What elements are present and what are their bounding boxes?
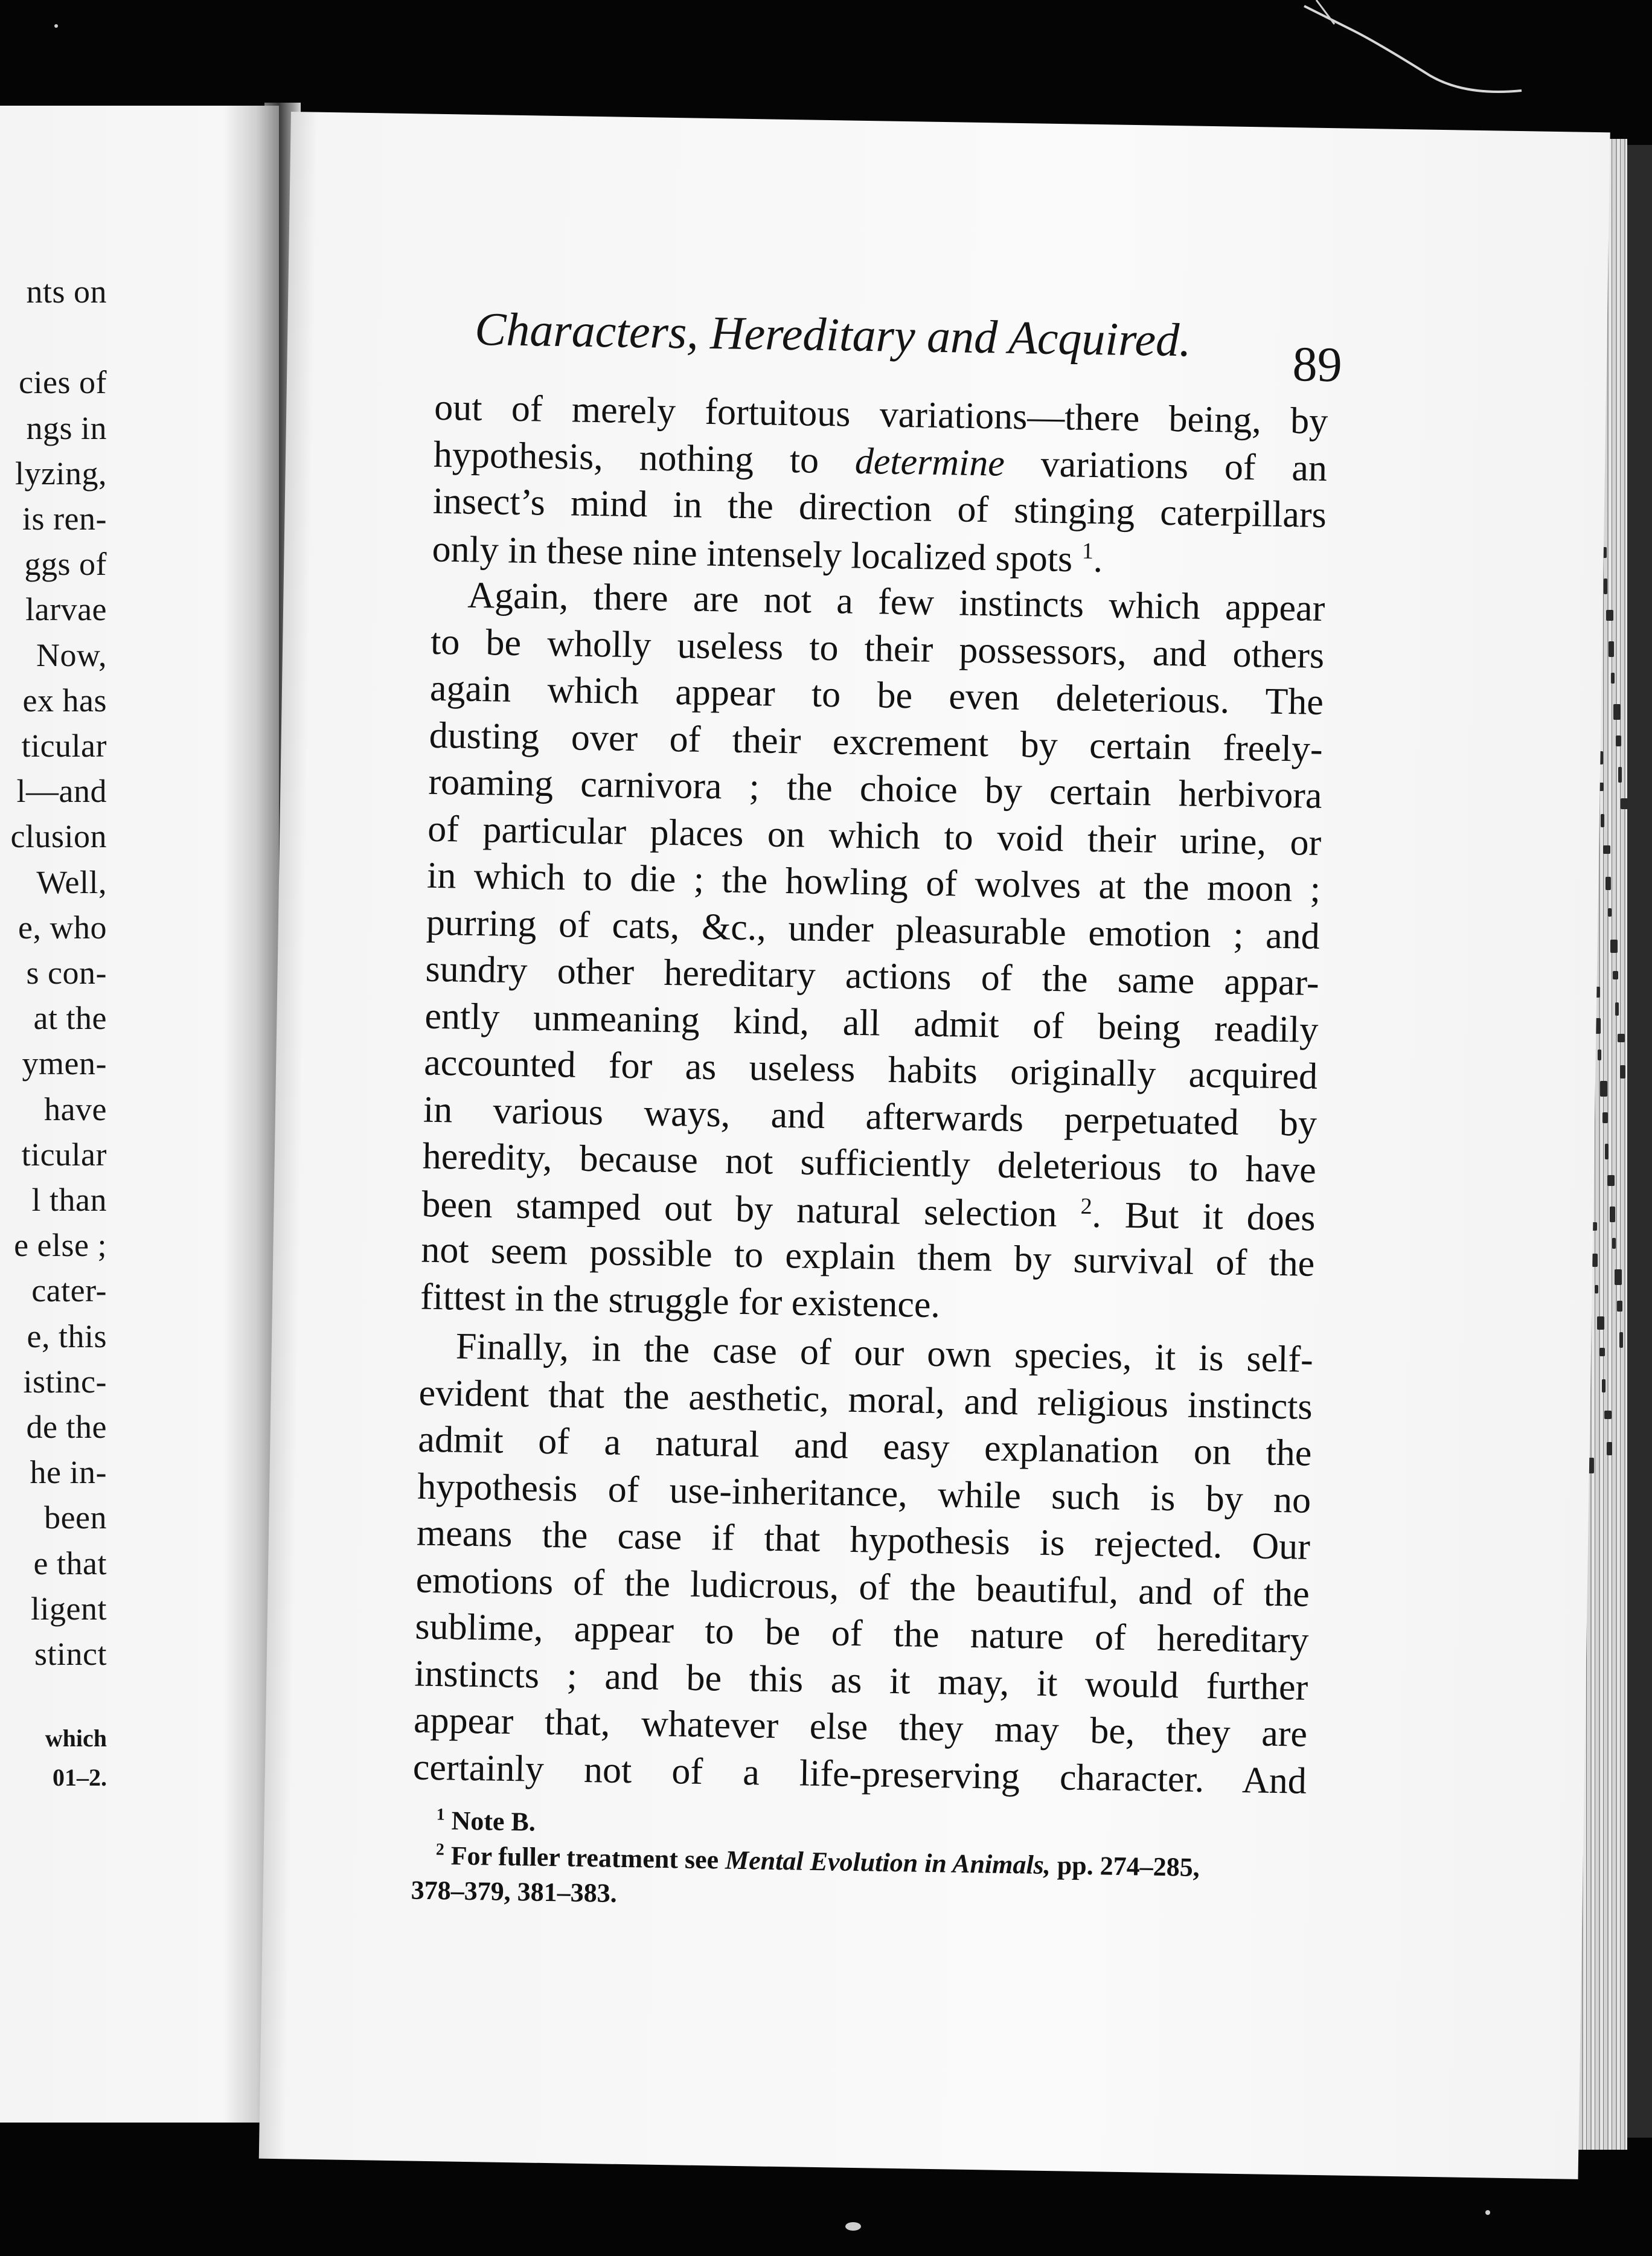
left-page-line: e that bbox=[33, 1545, 107, 1581]
left-page-line: he in- bbox=[30, 1454, 107, 1491]
left-page-line: is ren- bbox=[22, 501, 107, 537]
body-line: out of merely fortuitous variations—there being, by bbox=[434, 386, 1328, 443]
left-page-line: e else ; bbox=[14, 1227, 107, 1264]
page-edge-mark bbox=[1605, 1144, 1609, 1159]
page-edge-mark bbox=[1606, 610, 1613, 621]
body-line: sundry other hereditary actions of the same appar- bbox=[425, 948, 1320, 1004]
left-page-line: istinc- bbox=[23, 1363, 107, 1400]
body-line: only in these nine intensely localized spots $^1$. bbox=[432, 528, 1103, 580]
left-page-footnote-line: 01–2. bbox=[53, 1764, 107, 1791]
dust-speck bbox=[54, 24, 58, 28]
left-page-line: l than bbox=[31, 1182, 107, 1218]
footnote-mark: 2 bbox=[435, 1840, 445, 1859]
body-line: fittest in the struggle for existence. bbox=[420, 1276, 941, 1325]
left-page-line: ligent bbox=[31, 1590, 107, 1627]
footnote-mark: 1 bbox=[436, 1805, 445, 1824]
page-edge-mark bbox=[1604, 578, 1607, 594]
page-edge-mark bbox=[1615, 1002, 1619, 1016]
page-edge-mark bbox=[1600, 1081, 1607, 1097]
page-number: 89 bbox=[1292, 336, 1343, 393]
body-line: hypothesis of use-inheritance, while such is by no bbox=[417, 1466, 1311, 1521]
left-page-line: ticular bbox=[21, 728, 107, 764]
right-page-content bbox=[259, 112, 1610, 2179]
footnote-2-continued: 378–379, 381–383. bbox=[411, 1875, 618, 1908]
left-page-line: de the bbox=[26, 1409, 107, 1445]
page-edge-mark bbox=[1613, 704, 1621, 720]
body-line: roaming carnivora ; the choice by certain herbivora bbox=[428, 761, 1322, 816]
body-line: to be wholly useless to their possessors, and others bbox=[430, 621, 1325, 676]
body-line: been stamped out by natural selection $^2$. But it does bbox=[421, 1183, 1316, 1239]
page-edge-mark bbox=[1604, 1411, 1612, 1419]
left-page-line: cater- bbox=[31, 1272, 107, 1309]
page-edge-mark bbox=[1611, 673, 1615, 684]
body-line: certainly not of a life-preserving character. And bbox=[412, 1746, 1307, 1802]
body-line: hypothesis, nothing to determine variations of an bbox=[433, 434, 1328, 489]
page-edge-mark bbox=[1609, 641, 1614, 657]
dust-speck bbox=[845, 2222, 861, 2231]
page-edge-mark bbox=[1597, 1316, 1604, 1330]
left-page-line: larvae bbox=[25, 591, 107, 628]
body-line: Finally, in the case of our own species, it is self- bbox=[455, 1325, 1314, 1380]
right-page bbox=[259, 112, 1610, 2179]
body-line: dusting over of their excrement by certain freely- bbox=[429, 714, 1324, 770]
footnote-reference: 1 bbox=[1081, 538, 1094, 564]
left-page-line: ex has bbox=[22, 682, 107, 719]
dust-speck bbox=[1485, 2210, 1490, 2215]
left-page-line: e, this bbox=[27, 1318, 107, 1354]
footnote-reference: 2 bbox=[1080, 1193, 1093, 1219]
left-page-line: ggs of bbox=[24, 546, 107, 583]
body-line: instincts ; and be this as it may, it would further bbox=[414, 1653, 1308, 1708]
body-line: of particular places on which to void their urine, or bbox=[427, 808, 1322, 864]
page-edge-mark bbox=[1599, 1348, 1605, 1356]
page-edge-mark bbox=[1617, 1301, 1622, 1312]
page-edge-mark bbox=[1601, 814, 1604, 827]
page-edge-mark bbox=[1616, 735, 1621, 746]
page-edge-mark bbox=[1606, 877, 1611, 890]
page-edge-mark bbox=[1618, 767, 1622, 783]
left-page-line: Now, bbox=[36, 636, 107, 673]
body-line: sublime, appear to be of the nature of hereditary bbox=[415, 1606, 1309, 1661]
body-line: heredity, because not sufficiently deleterious to have bbox=[422, 1135, 1317, 1191]
body-line: appear that, whatever else they may be, they are bbox=[413, 1699, 1308, 1755]
footnote-1: $^1$ Note B. bbox=[436, 1805, 536, 1837]
left-page bbox=[0, 106, 279, 2123]
left-page-line: cies of bbox=[19, 364, 107, 401]
page-edge-mark bbox=[1603, 845, 1610, 854]
page-edge-mark bbox=[1612, 1238, 1616, 1249]
left-page-line: nts on bbox=[26, 274, 107, 310]
page-edge-mark bbox=[1621, 798, 1628, 809]
body-line: means the case if that hypothesis is rejected. Our bbox=[416, 1512, 1311, 1568]
body-line: accounted for as useless habits originally acquired bbox=[423, 1042, 1318, 1097]
page-edge-mark bbox=[1602, 1112, 1608, 1123]
page-edge-mark bbox=[1619, 1332, 1623, 1348]
page-edge-mark bbox=[1607, 1175, 1615, 1186]
page-edge-mark bbox=[1613, 971, 1618, 979]
page-edge-mark bbox=[1602, 1379, 1606, 1392]
left-page-line: l—and bbox=[16, 773, 107, 810]
left-page-line: ngs in bbox=[26, 409, 107, 446]
scratch-mark bbox=[1280, 0, 1534, 109]
page-edge-mark bbox=[1618, 1034, 1625, 1042]
page-edge-mark bbox=[1620, 1065, 1625, 1078]
book-title: Mental Evolution in Animals, bbox=[725, 1845, 1051, 1880]
left-page-line: Well, bbox=[36, 864, 107, 900]
body-line: ently unmeaning kind, all admit of being readily bbox=[424, 995, 1319, 1051]
page-edge-mark bbox=[1598, 1049, 1601, 1060]
page-edge-mark bbox=[1610, 1207, 1615, 1222]
left-page-footnote-line: which bbox=[45, 1725, 107, 1752]
left-page-line: clusion bbox=[10, 818, 107, 855]
body-line: not seem possible to explain them by survival of the bbox=[420, 1229, 1315, 1284]
left-page-line: lyzing, bbox=[15, 455, 107, 492]
page-edge-mark bbox=[1595, 1285, 1598, 1293]
left-page-line: e, who bbox=[18, 909, 107, 946]
left-page-line: been bbox=[44, 1499, 107, 1536]
page-edge-mark bbox=[1607, 1442, 1612, 1455]
emphasized-word: determine bbox=[854, 440, 1005, 484]
left-page-line: stinct bbox=[34, 1636, 107, 1672]
left-page-line: have bbox=[44, 1091, 107, 1127]
page-edge-mark bbox=[1592, 1254, 1598, 1267]
left-page-line: at the bbox=[33, 1000, 107, 1037]
page-edge-mark bbox=[1608, 908, 1612, 917]
body-line: in which to die ; the howling of wolves at the moon ; bbox=[426, 854, 1321, 910]
body-line: evident that the aesthetic, moral, and religious instincts bbox=[418, 1372, 1313, 1428]
body-line: Again, there are not a few instincts which appear bbox=[467, 574, 1325, 629]
left-page-line: ymen- bbox=[22, 1045, 107, 1082]
body-line: again which appear to be even deleterious. The bbox=[429, 667, 1324, 723]
running-head: Characters, Hereditary and Acquired. bbox=[474, 302, 1192, 367]
body-line: in various ways, and afterwards perpetuated by bbox=[423, 1089, 1317, 1144]
body-line: purring of cats, &c., under pleasurable emotion ; and bbox=[426, 902, 1321, 957]
body-line: admit of a natural and easy explanation on the bbox=[417, 1418, 1312, 1474]
page-edge-mark bbox=[1615, 1269, 1622, 1285]
left-page-line: s con- bbox=[26, 955, 107, 991]
left-page-line: ticular bbox=[21, 1136, 107, 1173]
body-line: emotions of the ludicrous, of the beautiful, and of the bbox=[415, 1559, 1310, 1615]
body-line: insect’s mind in the direction of stinging caterpillars bbox=[432, 480, 1327, 536]
page-edge-mark bbox=[1610, 940, 1618, 953]
footnote-2: $^2$ For fuller treatment see Mental Evolution in Animals, pp. 274–285, bbox=[435, 1840, 1200, 1882]
